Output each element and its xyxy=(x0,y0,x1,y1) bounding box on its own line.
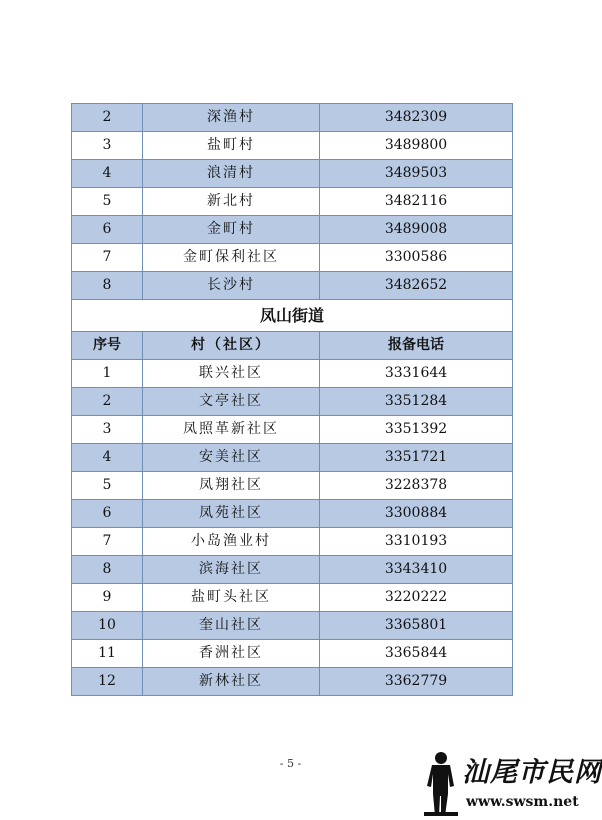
table-row xyxy=(72,556,513,584)
phone-number-cell: 3489008 xyxy=(320,216,513,244)
serial-number-cell: 7 xyxy=(72,244,143,272)
watermark-brand: 汕尾市民网 xyxy=(462,757,602,788)
phone-number-cell: 3310193 xyxy=(320,528,513,556)
community-name-cell: 长沙村 xyxy=(143,272,320,300)
site-watermark xyxy=(418,748,602,818)
serial-number-cell: 5 xyxy=(72,188,143,216)
serial-number-cell: 8 xyxy=(72,272,143,300)
community-name-cell: 凤苑社区 xyxy=(143,500,320,528)
district-contact-table xyxy=(71,103,513,696)
serial-number-cell: 4 xyxy=(72,160,143,188)
serial-number-cell: 4 xyxy=(72,444,143,472)
community-name-cell: 安美社区 xyxy=(143,444,320,472)
table-row xyxy=(72,416,513,444)
table-row xyxy=(72,188,513,216)
table-row xyxy=(72,472,513,500)
phone-number-cell: 3489800 xyxy=(320,132,513,160)
table-row xyxy=(72,216,513,244)
serial-number-cell: 5 xyxy=(72,472,143,500)
header-community-name-cell: 村（社区） xyxy=(143,332,320,360)
serial-number-cell: 6 xyxy=(72,216,143,244)
table-row xyxy=(72,668,513,696)
person-silhouette-icon xyxy=(424,750,458,816)
serial-number-cell: 8 xyxy=(72,556,143,584)
phone-number-cell: 3489503 xyxy=(320,160,513,188)
table-row xyxy=(72,104,513,132)
serial-number-cell: 9 xyxy=(72,584,143,612)
community-name-cell: 盐町头社区 xyxy=(143,584,320,612)
community-name-cell: 新林社区 xyxy=(143,668,320,696)
table-row xyxy=(72,584,513,612)
table-row xyxy=(72,272,513,300)
header-phone-number-cell: 报备电话 xyxy=(320,332,513,360)
phone-number-cell: 3482116 xyxy=(320,188,513,216)
phone-number-cell: 3228378 xyxy=(320,472,513,500)
community-name-cell: 深渔村 xyxy=(143,104,320,132)
serial-number-cell: 2 xyxy=(72,104,143,132)
watermark-site: www.swsm.net xyxy=(466,794,579,810)
serial-number-cell: 12 xyxy=(72,668,143,696)
table-row xyxy=(72,360,513,388)
table-row xyxy=(72,244,513,272)
community-name-cell: 金町保利社区 xyxy=(143,244,320,272)
serial-number-cell: 7 xyxy=(72,528,143,556)
phone-number-cell: 3220222 xyxy=(320,584,513,612)
table-row xyxy=(72,132,513,160)
phone-number-cell: 3351284 xyxy=(320,388,513,416)
phone-number-cell: 3482309 xyxy=(320,104,513,132)
community-name-cell: 盐町村 xyxy=(143,132,320,160)
table-row xyxy=(72,612,513,640)
community-name-cell: 香洲社区 xyxy=(143,640,320,668)
serial-number-cell: 6 xyxy=(72,500,143,528)
community-name-cell: 新北村 xyxy=(143,188,320,216)
community-name-cell: 滨海社区 xyxy=(143,556,320,584)
table-row xyxy=(72,388,513,416)
table-row xyxy=(72,160,513,188)
phone-number-cell: 3300884 xyxy=(320,500,513,528)
phone-number-cell: 3362779 xyxy=(320,668,513,696)
community-name-cell: 文亭社区 xyxy=(143,388,320,416)
phone-number-cell: 3343410 xyxy=(320,556,513,584)
table-row xyxy=(72,500,513,528)
community-name-cell: 凤照革新社区 xyxy=(143,416,320,444)
phone-number-cell: 3351721 xyxy=(320,444,513,472)
community-name-cell: 联兴社区 xyxy=(143,360,320,388)
table-header-row xyxy=(72,332,513,360)
community-name-cell: 浪清村 xyxy=(143,160,320,188)
serial-number-cell: 3 xyxy=(72,132,143,160)
phone-number-cell: 3365801 xyxy=(320,612,513,640)
page-number: - 5 - xyxy=(279,757,302,770)
serial-number-cell: 10 xyxy=(72,612,143,640)
community-name-cell: 小岛渔业村 xyxy=(143,528,320,556)
serial-number-cell: 3 xyxy=(72,416,143,444)
phone-number-cell: 3482652 xyxy=(320,272,513,300)
table-row xyxy=(72,528,513,556)
table-row xyxy=(72,640,513,668)
phone-number-cell: 3365844 xyxy=(320,640,513,668)
serial-number-cell: 11 xyxy=(72,640,143,668)
community-name-cell: 金町村 xyxy=(143,216,320,244)
serial-number-cell: 1 xyxy=(72,360,143,388)
header-serial-number-cell: 序号 xyxy=(72,332,143,360)
serial-number-cell: 2 xyxy=(72,388,143,416)
table-row xyxy=(72,444,513,472)
section-title-row xyxy=(72,300,513,332)
community-name-cell: 凤翔社区 xyxy=(143,472,320,500)
section-title: 凤山街道 xyxy=(72,300,513,332)
community-name-cell: 奎山社区 xyxy=(143,612,320,640)
table-body xyxy=(72,104,513,696)
phone-number-cell: 3351392 xyxy=(320,416,513,444)
phone-number-cell: 3331644 xyxy=(320,360,513,388)
phone-number-cell: 3300586 xyxy=(320,244,513,272)
